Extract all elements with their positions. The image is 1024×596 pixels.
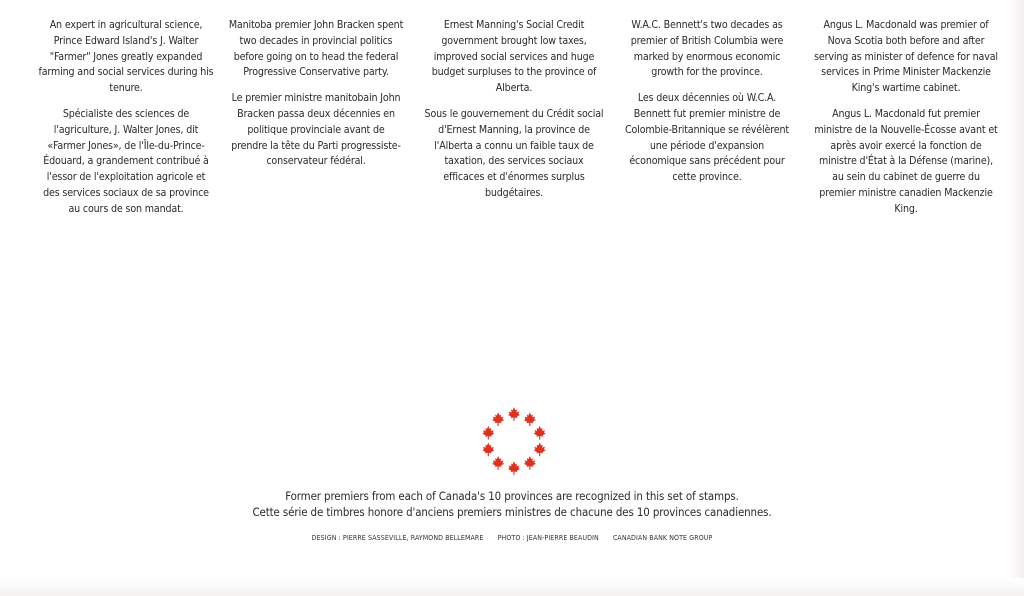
column-macdonald-english: Angus L. Macdonald was premier of Nova Scotia both before and after serving as minister of defence for naval services in Prime Minister Mackenzie King's wartime cabinet.: [814, 19, 998, 95]
page-bottom-shadow: [0, 578, 1024, 596]
maple-leaf-icon: [524, 456, 536, 470]
footer-english: Former premiers from each of Canada's 10 provinces are recognized in this set of stamps.: [285, 489, 739, 503]
credit-design: DESIGN : PIERRE SASSEVILLE, RAYMOND BELLEMARE: [311, 534, 484, 542]
maple-leaf-icon: [508, 461, 520, 475]
column-bennett: [620, 18, 794, 196]
credits-line: [0, 534, 1024, 542]
column-jones: [38, 18, 214, 228]
footer-french: Cette série de timbres honore d'anciens premiers ministres de chacune des 10 provinces canadiennes.: [252, 505, 772, 519]
credit-printer: CANADIAN BANK NOTE GROUP: [612, 534, 713, 542]
column-jones-french: Spécialiste des sciences de l'agriculture, J. Walter Jones, dit «Farmer Jones», de l'Île-du-Prince-Édouard, a grandement contribué à l'essor de l'exploitation agricole et des services sociaux de sa province au cours de son mandat.: [43, 107, 209, 215]
maple-leaf-icon: [482, 442, 494, 456]
page-edge-shadow: [1008, 0, 1024, 596]
maple-leaf-icon: [524, 412, 536, 426]
maple-leaf-icon: [492, 412, 504, 426]
maple-leaf-icon: [534, 426, 546, 440]
column-manning-english: Ernest Manning's Social Credit government brought low taxes, improved social services and huge budget surpluses to the province of Alberta.: [431, 19, 597, 95]
column-bennett-french: Les deux décennies où W.C.A. Bennett fut premier ministre de Colombie-Britannique se révélèrent une période d'expansion économique sans précédent pour cette province.: [625, 92, 789, 184]
column-manning: [424, 18, 604, 212]
credit-photo: PHOTO : JEAN-PIERRE BEAUDIN: [497, 534, 599, 542]
column-bracken-french: Le premier ministre manitobain John Bracken passa deux décennies en politique provinciale avant de prendre la tête du Parti progressiste-conservateur fédéral.: [231, 92, 401, 168]
maple-leaf-icon: [492, 456, 504, 470]
column-macdonald: [814, 18, 998, 228]
column-manning-french: Sous le gouvernement du Crédit social d'Ernest Manning, la province de l'Alberta a connu un faible taux de taxation, des services sociaux efficaces et d'énormes surplus budgétaires.: [424, 107, 604, 199]
column-macdonald-french: Angus L. Macdonald fut premier ministre de la Nouvelle-Écosse avant et après avoir exercé la fonction de ministre d'État à la Défense (marine), au sein du cabinet de guerre du premier ministre canadien Mackenzie King.: [814, 107, 998, 215]
maple-leaf-icon: [508, 407, 520, 421]
column-jones-english: An expert in agricultural science, Prince Edward Island's J. Walter "Farmer" Jones greatly expanded farming and social services during his tenure.: [38, 19, 214, 95]
column-bennett-english: W.A.C. Bennett's two decades as premier of British Columbia were marked by enormous economic growth for the province.: [630, 19, 784, 79]
maple-leaf-icon: [482, 426, 494, 440]
maple-leaf-icon: [534, 442, 546, 456]
column-bracken: [228, 18, 404, 180]
maple-leaf-ring-icon: [476, 403, 552, 479]
column-bracken-english: Manitoba premier John Bracken spent two decades in provincial politics before going on to head the federal Progressive Conservative party.: [228, 19, 404, 79]
